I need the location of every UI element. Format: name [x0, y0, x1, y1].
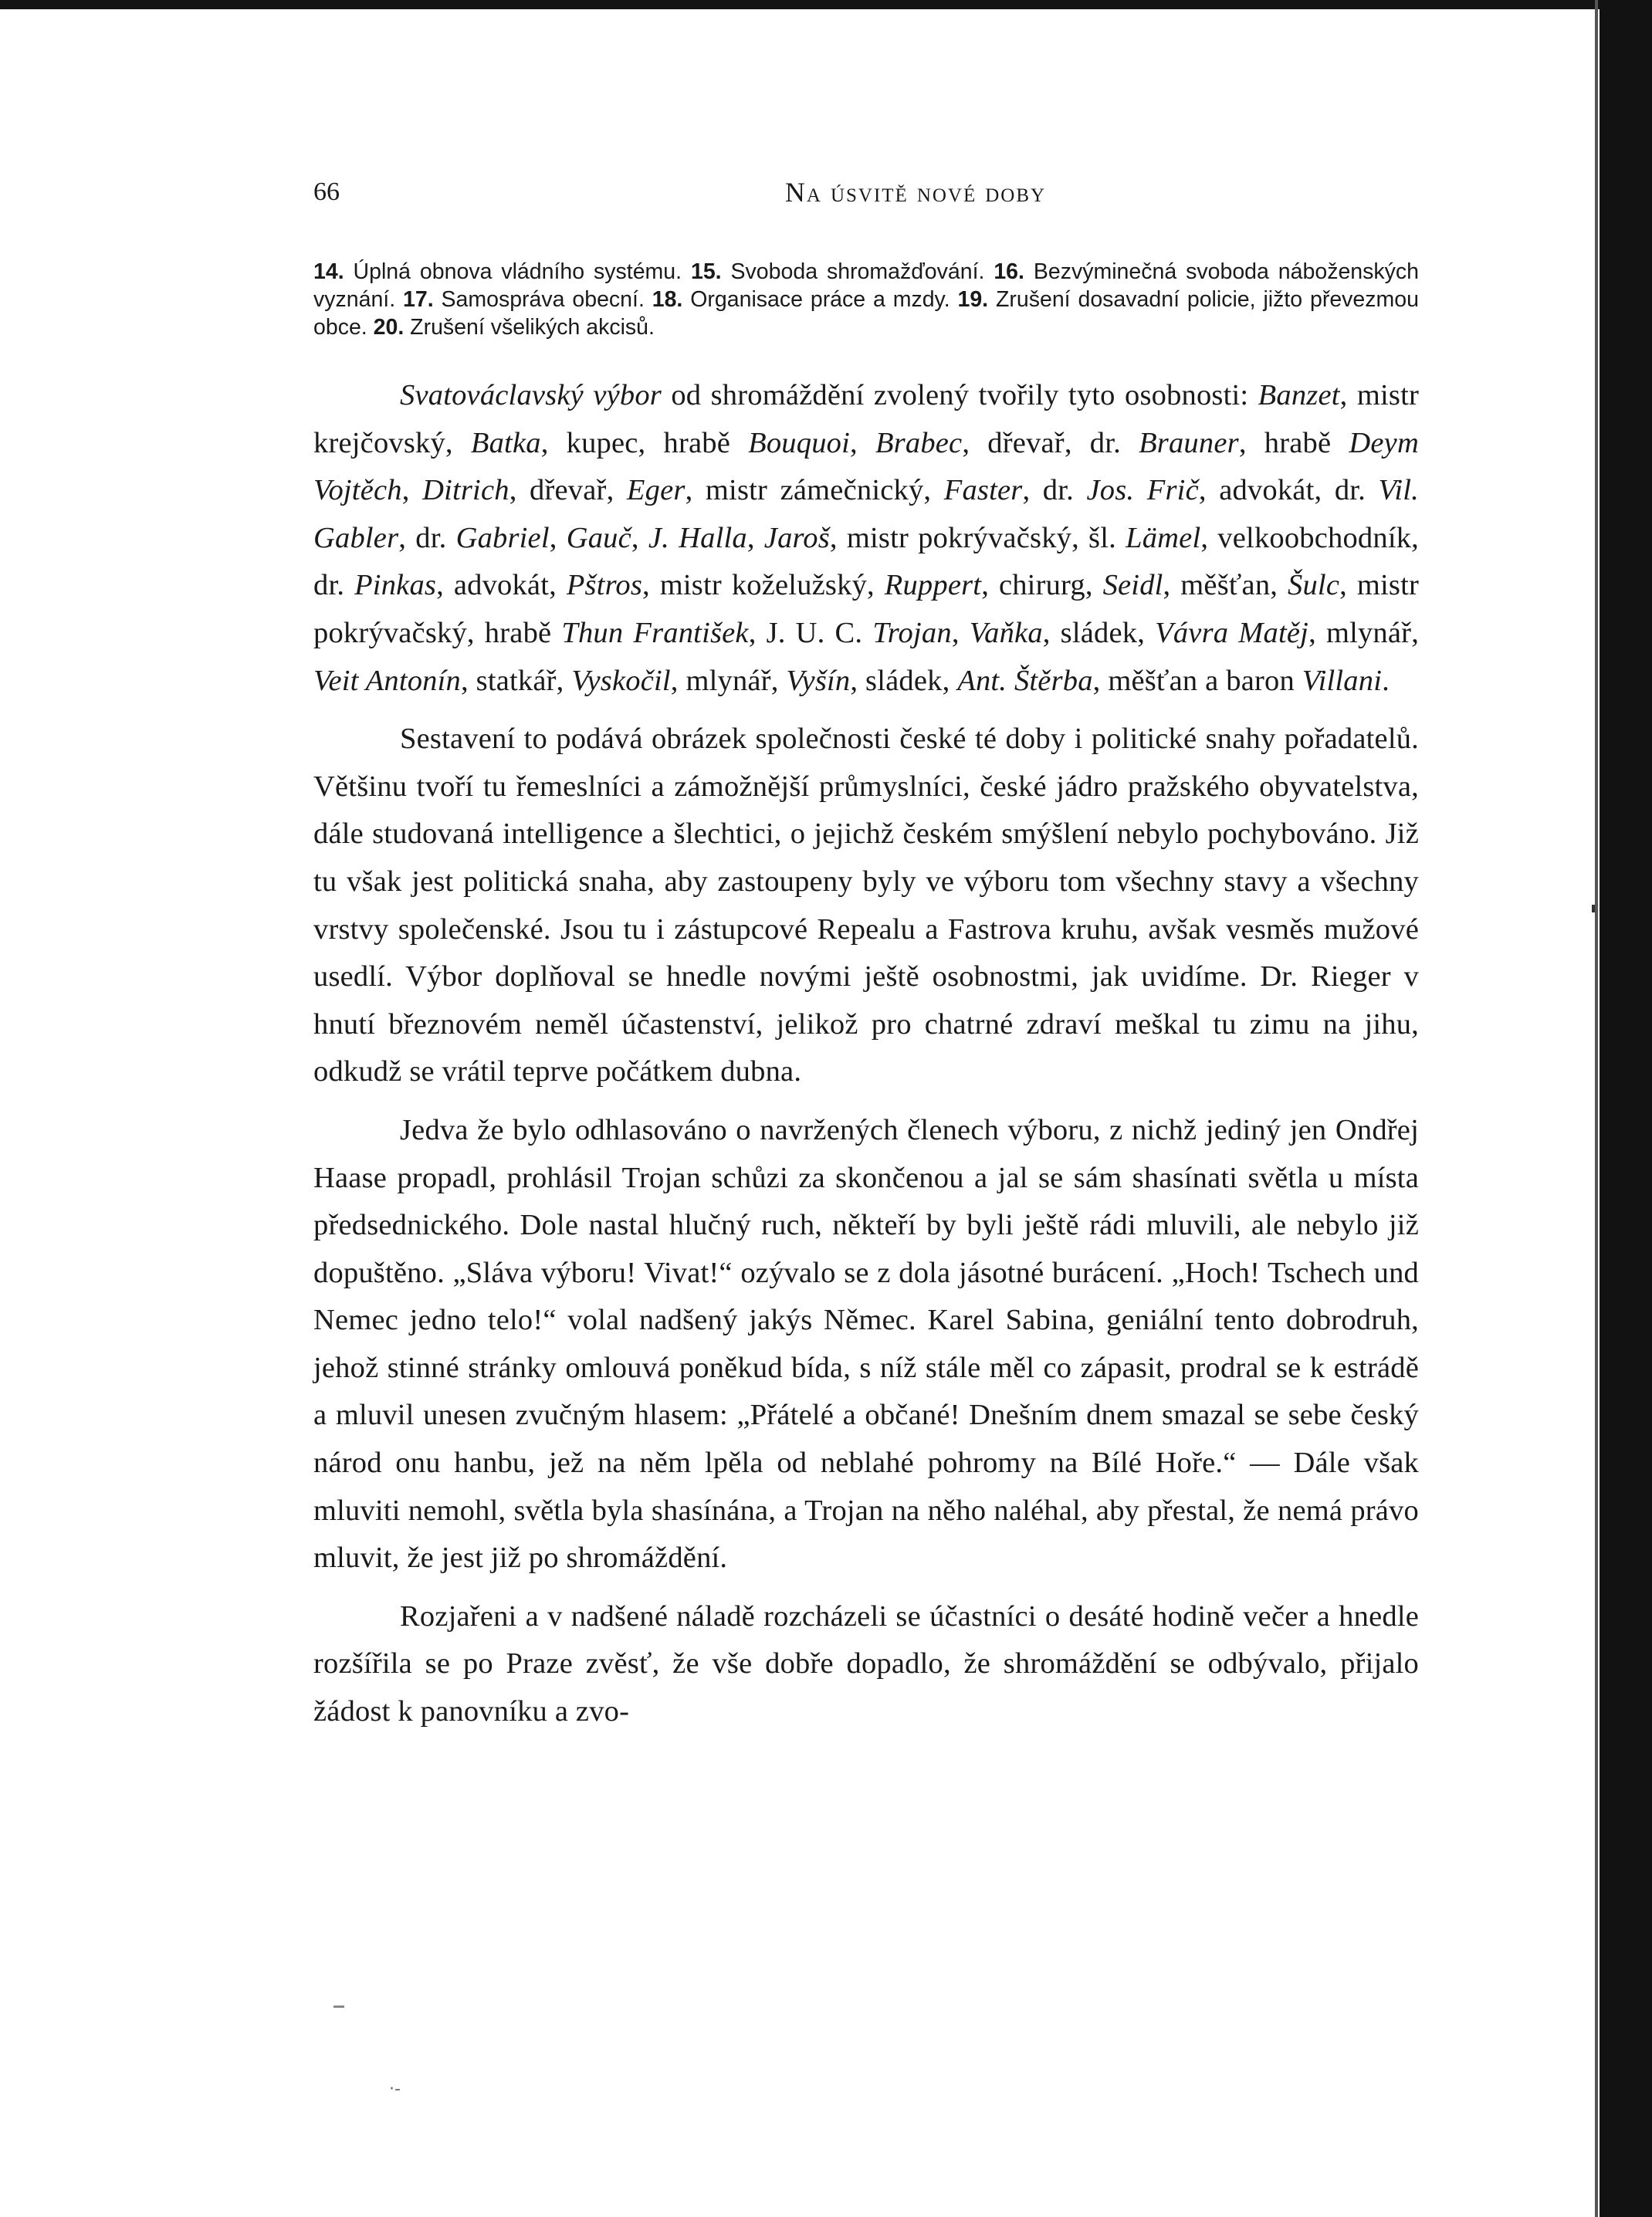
list-number: 18.: [652, 287, 683, 312]
text-run: ,: [631, 521, 648, 554]
member-name: Eger: [626, 474, 686, 507]
text-run: od shromáždění zvolený tvořily tyto osobnosti:: [661, 379, 1258, 411]
list-number: 15.: [690, 259, 722, 284]
text-run: ,: [549, 521, 567, 554]
footnote-list: [313, 258, 1419, 341]
page-number: 66: [313, 178, 340, 206]
running-title: Na úsvitě nové doby: [784, 177, 1047, 208]
list-text: Organisace práce a mzdy.: [682, 287, 958, 312]
member-name: Seidl: [1102, 569, 1163, 602]
member-name: Brabec: [875, 426, 963, 459]
list-text: Samospráva obecní.: [433, 287, 652, 312]
member-name: Gauč: [566, 521, 631, 554]
text-run: , mlynář,: [1308, 616, 1420, 649]
list-number: 16.: [994, 259, 1024, 284]
member-name: Lämel: [1126, 521, 1201, 554]
list-number: 17.: [403, 287, 434, 312]
text-run: ,: [951, 616, 970, 649]
list-text: Zrušení dosavadní policie, jižto převezmou obce.: [313, 287, 1419, 340]
member-name: Ruppert: [884, 569, 982, 602]
member-name: Vil. Gabler: [313, 474, 1420, 554]
list-text: Úplná obnova vládního systému.: [344, 259, 691, 284]
member-name: Trojan: [872, 616, 952, 649]
member-name: Bouquoi: [748, 426, 851, 459]
page-header: [313, 173, 1402, 213]
text-run: , dr.: [398, 521, 456, 554]
scan-smudge: [333, 2005, 344, 2008]
text-run: , chirurg,: [981, 569, 1103, 602]
text-run: , měšťan,: [1163, 569, 1288, 602]
paragraph-dispersal: Rozjařeni a v nadšené náladě rozcházeli se účastníci o desáté hodině večer a hnedle rozšířila se po Praze zvěsť, že vše dobře dopadlo, že shromáždění se odbývalo, přijalo žádost k panovníku a zvo-: [313, 1599, 1419, 1728]
scan-right-border: [1600, 0, 1652, 2217]
paragraph-meeting-close: Jedva že bylo odhlasováno o navržených členech výboru, z nichž jediný jen Ondřej Haase propadl, prohlásil Trojan schůzi za skončenou a jal se sám shasínati světla u místa předsednického. Dole nastal hlučný ruch, někteří by byli ještě rádi mluvili, ale nebylo již dopuštěno. „Sláva výboru! Vivat!“ ozývalo se z dola jásotné burácení. „Hoch! Tschech und Nemec jedno telo!“ volal nadšený jakýs Němec. Karel Sabina, geniální tento dobrodruh, jehož stinné stránky omlouvá poněkud bída, s níž stále měl co zápasit, prodral se k estrádě a mluvil unesen zvučným hlasem: „Přátelé a občané! Dnešním dnem smazal se sebe český národ onu hanbu, jež na něm lpěla od neblahé pohromy na Bílé Hoře.“ — Dále však mluviti nemohl, světla byla shasínána, a Trojan na něho naléhal, aby přestal, že nemá právo mluvit, že jest již po shromáždění.: [313, 1113, 1419, 1575]
list-number: 14.: [313, 259, 344, 284]
text-run: , mistr pokrývačský, hrabě: [313, 569, 1420, 649]
scan-smudge: ·‑: [389, 2080, 401, 2099]
text-run: , měšťan a baron: [1092, 664, 1302, 697]
text-run: ,: [746, 521, 764, 554]
text-run: , advokát, dr.: [1198, 474, 1379, 507]
member-name: Faster: [943, 474, 1023, 507]
member-name: Villani: [1302, 664, 1383, 697]
text-run: , mistr zámečnický,: [685, 474, 944, 507]
text-run: , dr.: [1022, 474, 1087, 507]
text-run: , dřevař,: [509, 474, 627, 507]
text-run: , kupec, hrabě: [540, 426, 749, 459]
member-name: Jos. Frič: [1086, 474, 1199, 507]
text-run: , dřevař, dr.: [962, 426, 1139, 459]
member-name: Deym Vojtěch: [313, 426, 1419, 507]
member-name: Batka: [470, 426, 541, 459]
text-run: , velkoobchodník, dr.: [313, 521, 1419, 602]
member-name: Jaroš: [763, 521, 830, 554]
member-name: Thun František: [561, 616, 749, 649]
member-name: J. Halla: [648, 521, 747, 554]
paragraph-social-composition: Sestavení to podává obrázek společnosti české té doby i politické snahy pořadatelů. Většinu tvoří tu řemeslníci a zámožnější průmyslníci, české jádro pražského obyvatelstva, dále studovaná intelligence a šlechtici, o jejichž českém smýšlení nebylo pochybováno. Již tu však jest politická snaha, aby zastoupeny byly ve výboru tom všechny stavy a všechny vrstvy společenské. Jsou tu i zástupcové Repealu a Fastrova kruhu, avšak vesměs mužové usedlí. Výbor doplňoval se hnedle novými ještě osobnostmi, jak uvidíme. Dr. Rieger v hnutí březnovém neměl účastenství, jelikož pro chatrné zdraví meškal tu zimu na jihu, odkudž se vrátil teprve počátkem dubna.: [313, 723, 1419, 1088]
text-run: , mlynář,: [670, 664, 787, 697]
list-number: 20.: [373, 315, 405, 340]
text-run: ,: [850, 426, 875, 459]
text-run: , sládek,: [1042, 616, 1156, 649]
text-run: , J. U. C.: [748, 616, 873, 649]
scan-right-edge-line: [1595, 0, 1598, 2217]
member-name: Banzet: [1258, 379, 1340, 411]
member-name: Vyskočil: [571, 664, 671, 697]
member-name: Vaňka: [969, 616, 1043, 649]
margin-mark: [1592, 905, 1595, 912]
text-run: , advokát,: [436, 569, 567, 602]
scan-top-border: [0, 0, 1652, 9]
page-body: [313, 258, 1419, 1747]
text-run: , sládek,: [850, 664, 958, 697]
committee-name: Svatováclavský výbor: [400, 379, 662, 411]
list-text: Svoboda shromažďování.: [721, 259, 994, 284]
text-run: , mistr pokrývačský, šl.: [829, 521, 1126, 554]
member-name: Gabriel: [455, 521, 550, 554]
member-name: Pinkas: [354, 569, 437, 602]
member-name: Brauner: [1139, 426, 1239, 459]
member-name: Vávra Matěj: [1155, 616, 1309, 649]
paragraph-committee-members: [313, 372, 1419, 705]
list-text: Zrušení všelikých akcisů.: [404, 315, 655, 340]
text-run: , mistr koželužský,: [642, 569, 885, 602]
member-name: Ant. Štěrba: [957, 664, 1093, 697]
text-run: , hrabě: [1238, 426, 1349, 459]
member-name: Veit Antonín: [313, 664, 461, 697]
list-text: Bezvýminečná svoboda náboženských vyznání.: [313, 259, 1419, 312]
list-number: 19.: [957, 287, 989, 312]
text-run: ,: [401, 474, 423, 507]
text-run: .: [1382, 664, 1390, 697]
member-name: Vyšín: [786, 664, 851, 697]
text-run: , mistr krejčovský,: [313, 379, 1420, 459]
member-name: Pštros: [566, 569, 643, 602]
text-run: , statkář,: [460, 664, 572, 697]
member-name: Šulc: [1288, 569, 1340, 602]
member-name: Ditrich: [422, 474, 509, 507]
